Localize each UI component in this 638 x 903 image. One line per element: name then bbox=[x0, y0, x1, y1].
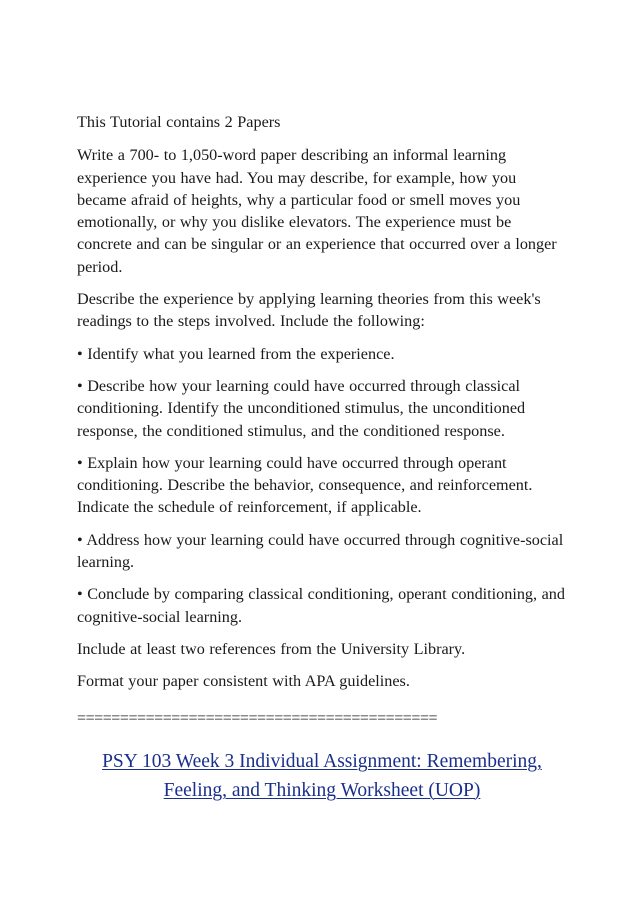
assignment-description: Write a 700- to 1,050-word paper describing an informal learning experience you have had. You may describe, for example, how you became afraid of heights, why a particular food or smell moves you emotionally, or why you dislike elevators. The experience must be concrete and can be singular or an experience that occurred over a longer period. bbox=[77, 146, 557, 276]
bullet-cognitive: • Address how your learning could have occurred through cognitive-social learning. bbox=[77, 530, 564, 572]
theory-instructions: Describe the experience by applying learning theories from this week's readings to the steps involved. Include the following: bbox=[77, 290, 541, 331]
bullet-identify: • Identify what you learned from the experience. bbox=[77, 344, 395, 363]
separator-line: ========================================== bbox=[77, 709, 438, 727]
format-note: Format your paper consistent with APA guidelines. bbox=[77, 672, 410, 691]
bullet-conclude: • Conclude by comparing classical conditioning, operant conditioning, and cognitive-social learning. bbox=[77, 585, 565, 626]
bullet-operant: • Explain how your learning could have occurred through operant conditioning. Describe the behavior, consequence, and reinforcement. Indicate the schedule of reinforcement, if applicable. bbox=[77, 453, 533, 517]
assignment-link[interactable]: PSY 103 Week 3 Individual Assignment: Remembering, Feeling, and Thinking Worksheet (UOP) bbox=[102, 750, 542, 801]
bullet-classical: • Describe how your learning could have occurred through classical conditioning. Identify the unconditioned stimulus, the unconditioned response, the conditioned stimulus, and the conditioned response. bbox=[77, 376, 526, 440]
intro-line: This Tutorial contains 2 Papers bbox=[77, 113, 281, 131]
document-page bbox=[77, 111, 567, 805]
references-note: Include at least two references from the University Library. bbox=[77, 639, 466, 658]
